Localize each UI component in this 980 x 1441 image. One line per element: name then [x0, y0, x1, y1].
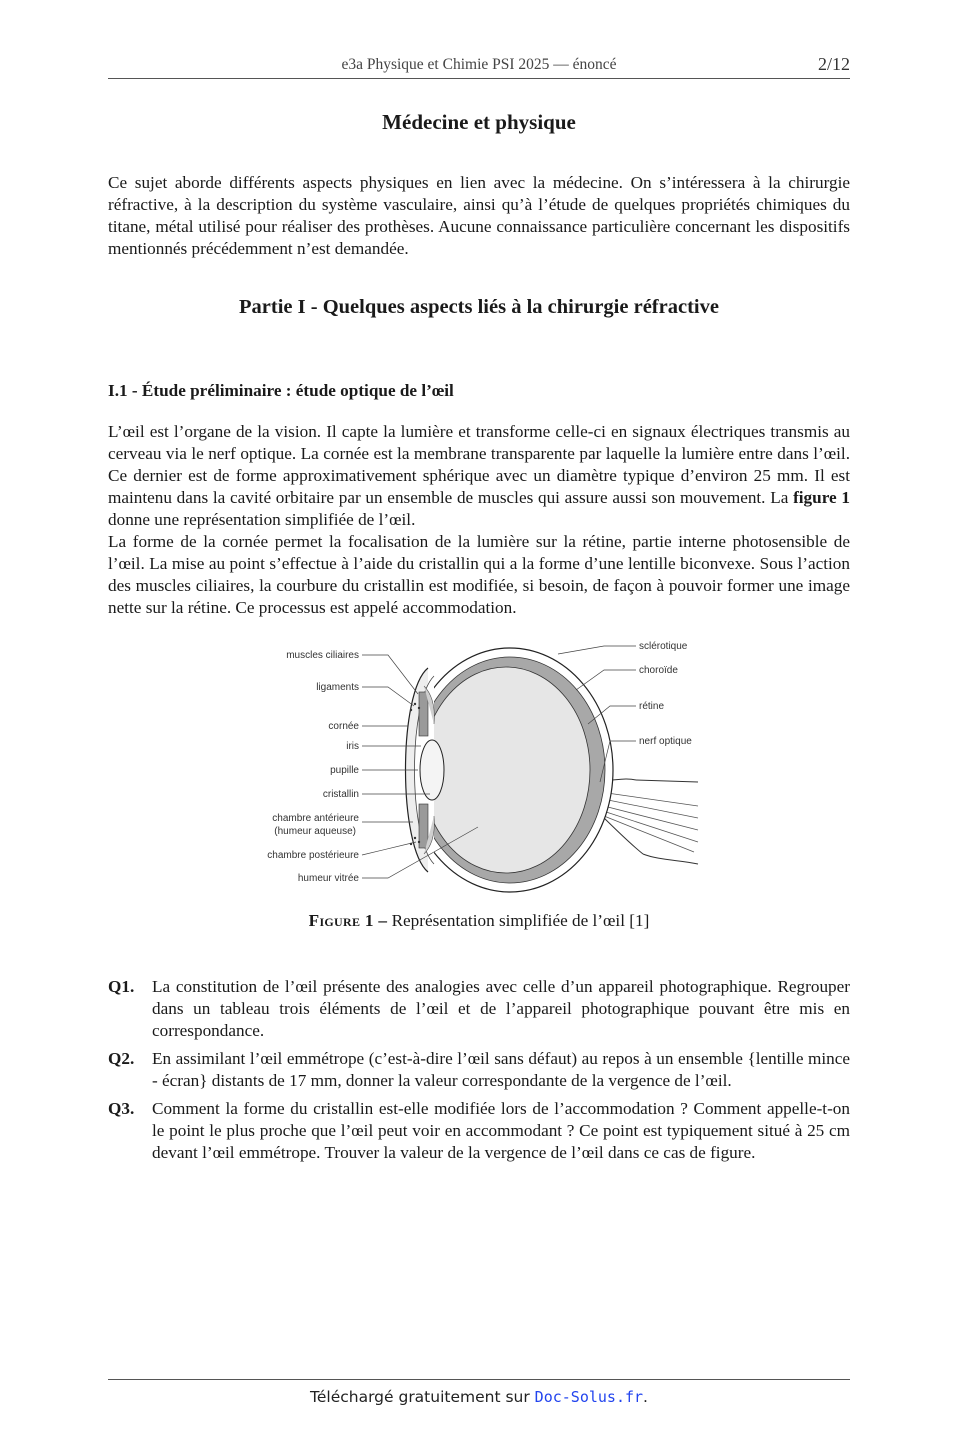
- label-chambre-posterieure: chambre postérieure: [267, 850, 359, 861]
- label-cristallin: cristallin: [322, 789, 359, 800]
- footer-end: .: [643, 1388, 648, 1406]
- figure-reference: figure 1: [793, 488, 850, 507]
- label-sclerotique: sclérotique: [639, 641, 688, 652]
- eye-figure: [258, 632, 708, 910]
- intro-paragraph: Ce sujet aborde différents aspects physiques en lien avec la médecine. On s’intéressera à la chirurgie réfractive, à la description du système vasculaire, ainsi qu’à l’étude de quelques propriétés chimiques du titane, métal utilisé pour réaliser des prothèses. Aucune connaissance particulière concernant les dispositifs mentionnés précédemment n’est demandée.: [108, 173, 850, 258]
- label-humeur-vitree: humeur vitrée: [297, 873, 359, 884]
- label-chambre-anterieure: chambre antérieure: [272, 813, 359, 824]
- question-text: Comment la forme du cristallin est-elle modifiée lors de l’accommodation ? Comment appelle-t-on le point le plus proche que l’œil peut voir en accommodant ? Ce point est typiquement situé à 25 cm devant l’œil emmétrope. Trouver la valeur de la vergence de l’œil dans ce cas de figure.: [152, 1099, 850, 1162]
- doc-solus-link[interactable]: Doc-Solus.fr: [534, 1388, 644, 1406]
- question-q2: [108, 1048, 850, 1092]
- para1-text: L’œil est l’organe de la vision. Il capte la lumière et transforme celle-ci en signaux électriques transmis au cerveau via le nerf optique. La cornée est la membrane transparente par laquelle la lumière entre dans l’œil. Ce dernier est de forme approximativement sphérique avec un diamètre typique d’environ 25 mm. Il est maintenu dans la cavité orbitaire par un ensemble de muscles qui assure aussi son mouvement. La: [108, 422, 850, 507]
- caption-label: Figure 1 –: [308, 911, 388, 930]
- label-choroide: choroïde: [639, 665, 678, 676]
- page-number: 2/12: [817, 54, 850, 74]
- question-q3: [108, 1098, 850, 1164]
- label-humeur-aqueuse: (humeur aqueuse): [274, 826, 356, 837]
- question-label: Q3.: [108, 1099, 135, 1118]
- footer-rule: [108, 1379, 850, 1380]
- retina-drawing: [422, 667, 590, 873]
- question-text: En assimilant l’œil emmétrope (c’est-à-dire l’œil sans défaut) au repos à un ensemble {lentille mince - écran} distants de 17 mm, donner la valeur correspondante de la vergence de l’œil.: [152, 1049, 850, 1090]
- document-title: Médecine et physique: [382, 110, 576, 134]
- question-q1: [108, 976, 850, 1042]
- question-text: La constitution de l’œil présente des analogies avec celle d’un appareil photographique. Regrouper dans un tableau trois éléments de l’œil et de l’appareil photographique pouvant être mis en correspondance.: [152, 977, 850, 1040]
- label-muscles-ciliaires: muscles ciliaires: [286, 650, 359, 661]
- caption-text: Représentation simplifiée de l’œil [1]: [387, 911, 650, 930]
- label-retine: rétine: [639, 701, 665, 712]
- iris-upper-drawing: [419, 692, 428, 736]
- label-ligaments: ligaments: [316, 682, 359, 693]
- lens-drawing: [420, 740, 444, 800]
- figure-caption: [108, 911, 850, 931]
- iris-lower-drawing: [419, 804, 428, 848]
- footer-text: Téléchargé gratuitement sur: [310, 1388, 535, 1406]
- body-paragraph-2: La forme de la cornée permet la focalisation de la lumière sur la rétine, partie interne photosensible de l’œil. La mise au point s’effectue à l’aide du cristallin qui a la forme d’une lentille biconvexe. Sous l’action des muscles ciliaires, la courbure du cristallin est modifiée, si besoin, de façon à pouvoir former une image nette sur la rétine. Ce processus est appelé accommodation.: [108, 532, 850, 617]
- question-label: Q1.: [108, 977, 135, 996]
- part-title: Partie I - Quelques aspects liés à la chirurgie réfractive: [239, 296, 719, 318]
- eye-diagram: [258, 632, 708, 910]
- label-pupille: pupille: [330, 765, 359, 776]
- label-nerf-optique: nerf optique: [639, 736, 692, 747]
- page-header: [108, 54, 850, 79]
- section-title: I.1 - Étude préliminaire : étude optique de l’œil: [108, 381, 454, 400]
- page-footer: [108, 1388, 850, 1406]
- question-label: Q2.: [108, 1049, 135, 1068]
- running-title: e3a Physique et Chimie PSI 2025 — énoncé: [341, 56, 617, 73]
- body-paragraph-1: [108, 421, 850, 531]
- label-iris: iris: [346, 741, 359, 752]
- para1-text-end: donne une représentation simplifiée de l’œil.: [108, 510, 416, 529]
- label-cornee: cornée: [328, 721, 359, 732]
